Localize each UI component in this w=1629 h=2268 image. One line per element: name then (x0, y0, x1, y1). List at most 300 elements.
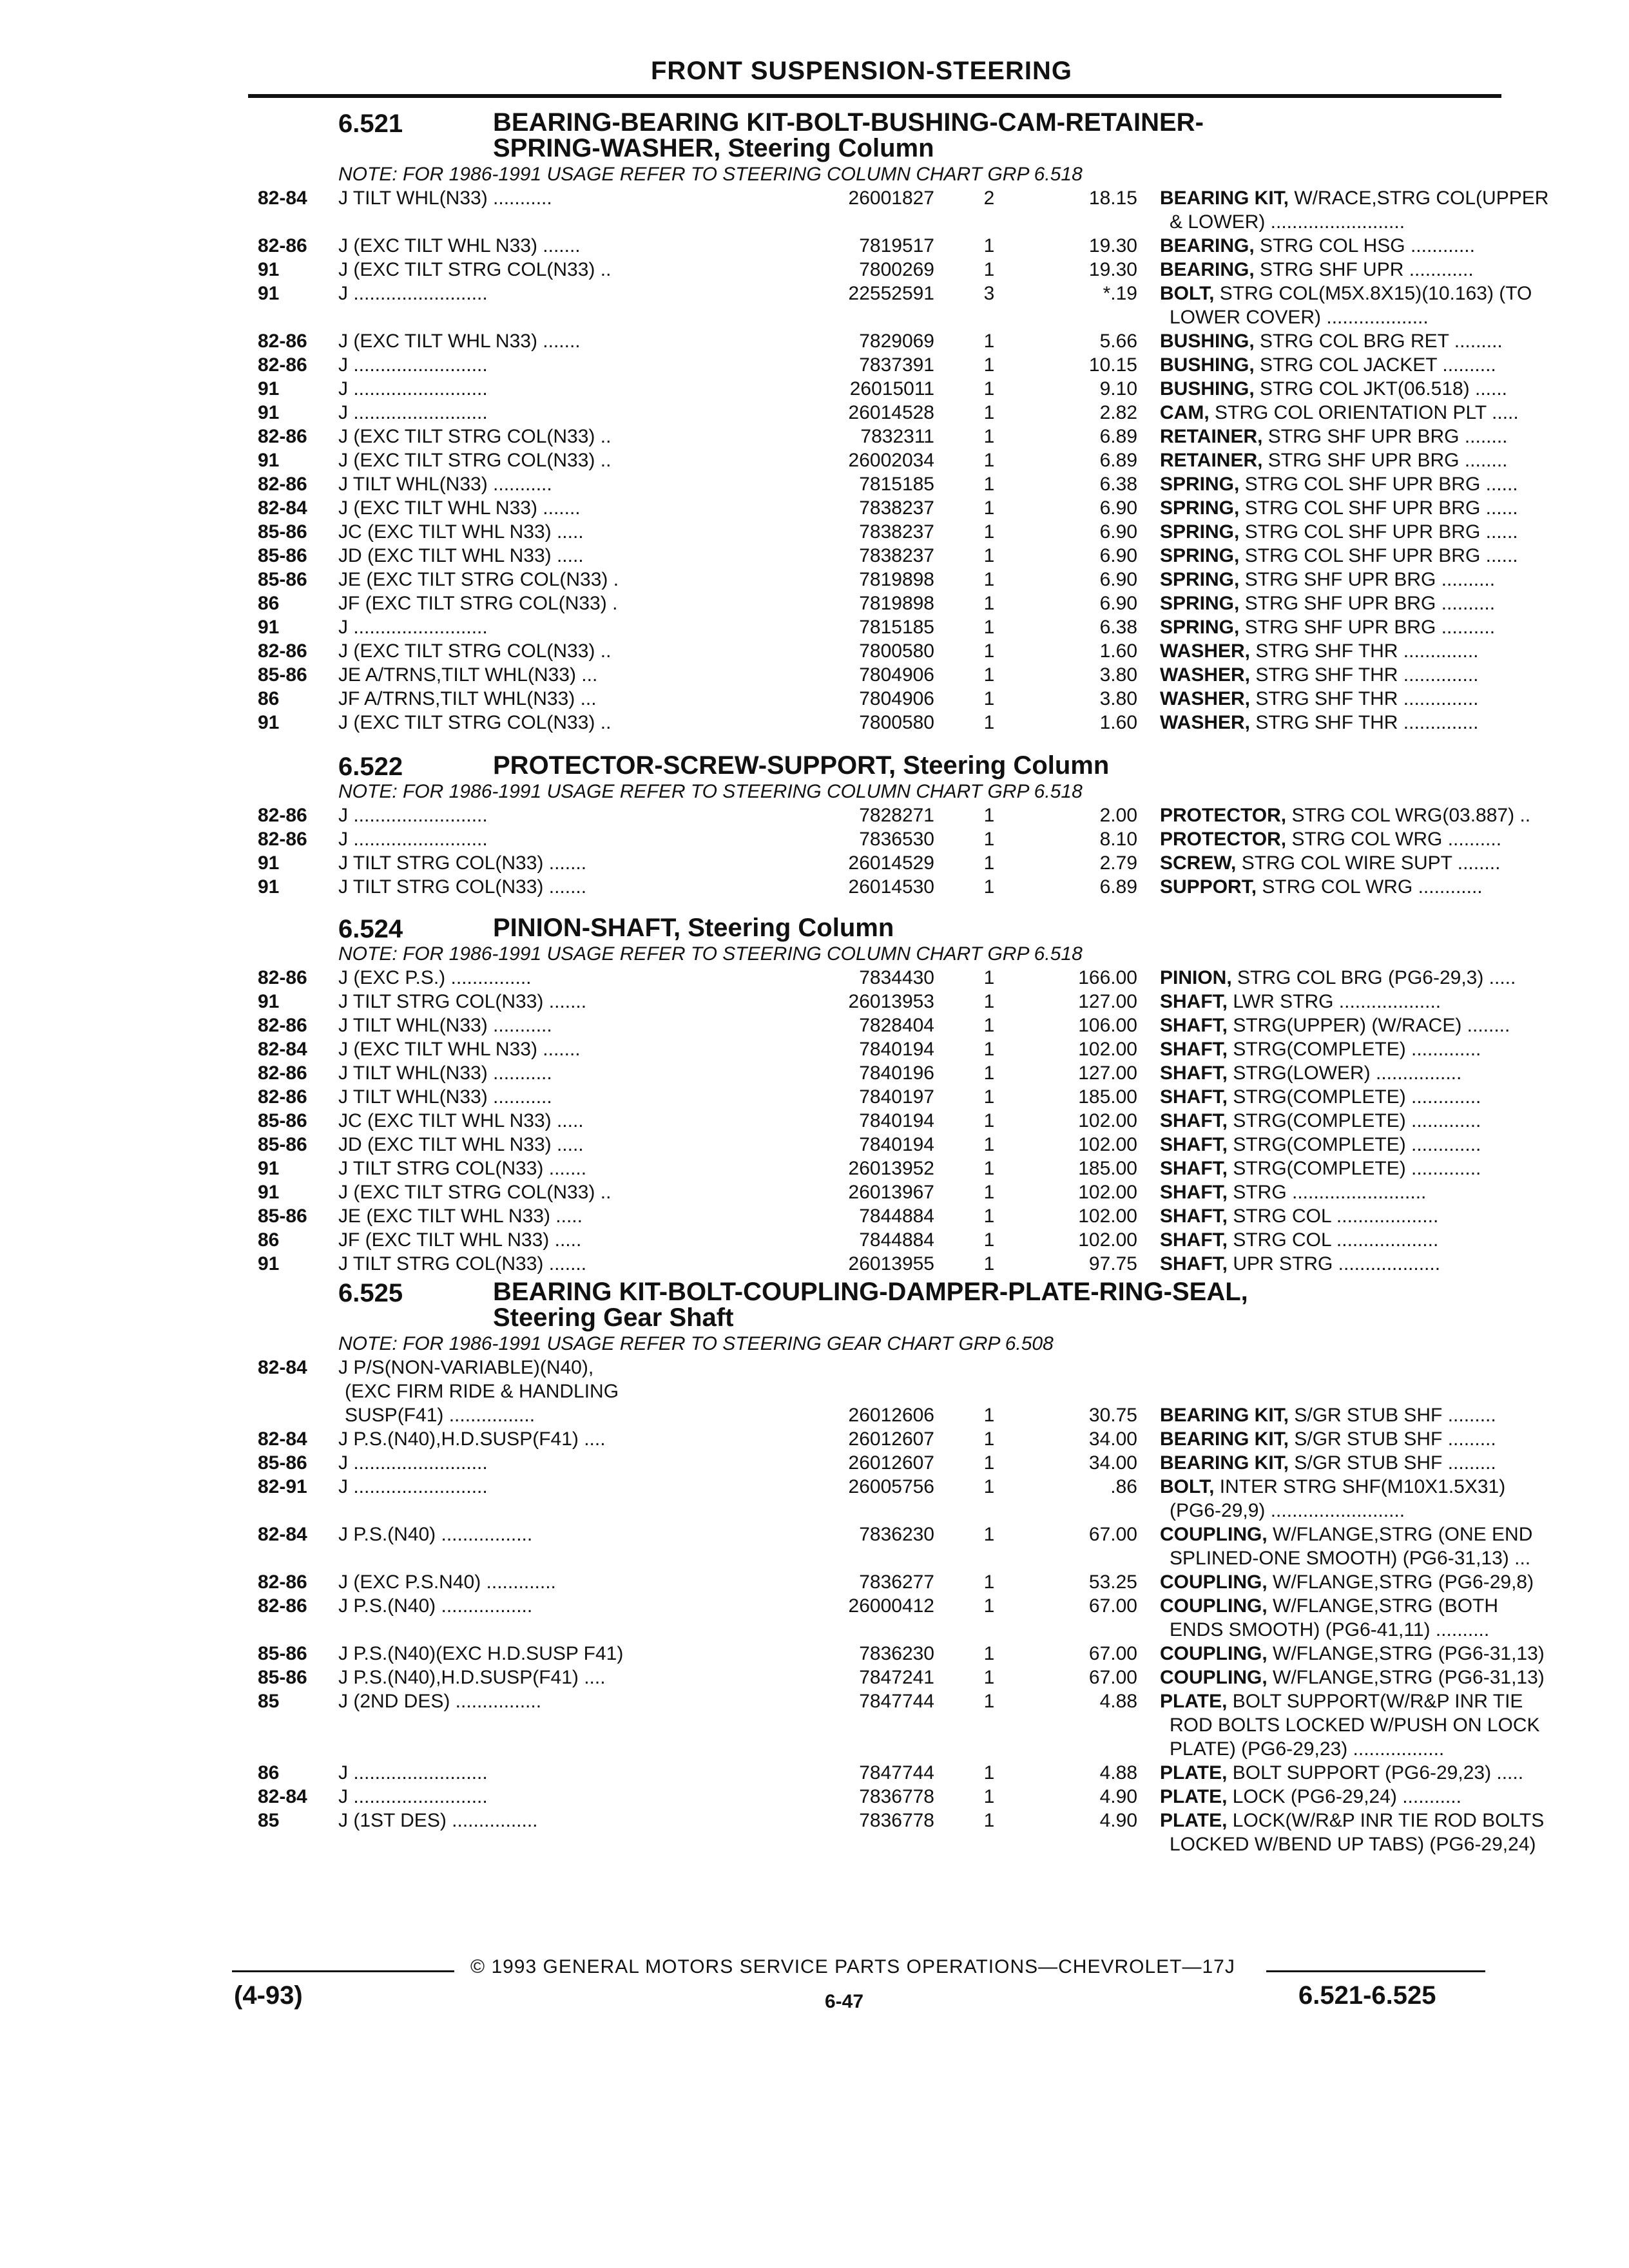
description-detail: W/FLANGE,STRG (BOTH (1267, 1595, 1499, 1617)
description-name: PROTECTOR, (1160, 829, 1287, 850)
usage-text: J P.S.(N40) ................. (338, 1524, 533, 1545)
quantity: 1 (983, 991, 995, 1012)
description-detail: STRG ......................... (1228, 1182, 1427, 1203)
description (1160, 401, 1519, 425)
usage-text: J (EXC TILT WHL N33) ....... (338, 235, 581, 256)
description-detail: STRG COL JKT(06.518) ...... (1254, 378, 1508, 399)
part-number: 7819517 (859, 235, 934, 256)
quantity: 1 (983, 1595, 995, 1617)
description-detail: STRG COL WRG(03.887) .. (1286, 805, 1531, 826)
description (1160, 544, 1518, 568)
description-detail: STRG COL JACKET .......... (1254, 354, 1496, 376)
description-detail: STRG(COMPLETE) ............. (1228, 1134, 1481, 1155)
price: 53.25 (1088, 1571, 1137, 1593)
description-detail: STRG COL SHF UPR BRG ...... (1239, 521, 1518, 543)
price: 6.90 (1099, 545, 1137, 566)
usage-text: J TILT STRG COL(N33) ....... (338, 876, 587, 898)
section-note: NOTE: FOR 1986-1991 USAGE REFER TO STEERING COLUMN CHART GRP 6.518 (338, 781, 1083, 802)
description (1160, 329, 1503, 353)
model-year: 82-86 (258, 1015, 307, 1036)
model-year: 91 (258, 617, 280, 638)
description-name: BEARING KIT, (1160, 1405, 1289, 1426)
table-row (248, 425, 1508, 448)
description-detail: S/GR STUB SHF ......... (1289, 1405, 1496, 1426)
description (1160, 520, 1518, 544)
quantity: 1 (983, 569, 995, 590)
description (1160, 1689, 1523, 1713)
usage-text: J (EXC TILT WHL N33) ....... (338, 497, 581, 519)
footer-date: (4-93) (234, 1981, 303, 2010)
table-row (248, 1157, 1501, 1180)
model-year: 82-84 (258, 1786, 307, 1807)
quantity: 1 (983, 1134, 995, 1155)
price: 19.30 (1088, 235, 1137, 256)
description-detail: STRG COL ORIENTATION PLT ..... (1209, 402, 1519, 423)
description-name: BEARING, (1160, 235, 1255, 256)
usage-text: J (1ST DES) ................ (338, 1810, 538, 1831)
price: 2.00 (1099, 805, 1137, 826)
part-number: 7829069 (859, 331, 934, 352)
model-year: 91 (258, 991, 280, 1012)
table-row (248, 1523, 1533, 1546)
usage-text: J ......................... (338, 378, 488, 399)
price: 30.75 (1088, 1405, 1137, 1426)
description-continuation: ENDS SMOOTH) (PG6-41,11) .......... (1170, 1619, 1490, 1640)
quantity: 1 (983, 1476, 995, 1497)
table-row (248, 1133, 1501, 1157)
usage-text: J P.S.(N40) ................. (338, 1595, 533, 1617)
description (1160, 615, 1495, 639)
quantity: 1 (983, 474, 995, 495)
price: 6.90 (1099, 593, 1137, 614)
description (1160, 827, 1502, 851)
description-name: COUPLING, (1160, 1571, 1268, 1593)
price: 5.66 (1099, 331, 1137, 352)
table-row (248, 472, 1518, 496)
description-detail: STRG SHF THR .............. (1250, 664, 1479, 686)
usage-text: J P.S.(N40)(EXC H.D.SUSP F41) (338, 1643, 624, 1664)
usage-text: J ......................... (338, 805, 488, 826)
quantity: 1 (983, 1762, 995, 1783)
description-detail: BOLT SUPPORT(W/R&P INR TIE (1227, 1691, 1523, 1712)
table-row (248, 1689, 1523, 1713)
table-row (248, 282, 1532, 305)
description-detail: STRG COL WRG .......... (1286, 829, 1502, 850)
description (1160, 1180, 1495, 1204)
description-detail: STRG(LOWER) ................ (1228, 1062, 1462, 1084)
quantity: 1 (983, 1015, 995, 1036)
table-row-continuation (248, 1832, 1536, 1856)
usage-text: J ......................... (338, 617, 488, 638)
usage-text: J (EXC TILT STRG COL(N33) .. (338, 1182, 612, 1203)
quantity: 1 (983, 1062, 995, 1084)
usage-text: J (EXC P.S.N40) ............. (338, 1571, 556, 1593)
part-number: 26014528 (848, 402, 934, 423)
table-row (248, 639, 1501, 663)
price: 102.00 (1078, 1206, 1137, 1227)
quantity: 1 (983, 852, 995, 874)
price: 102.00 (1078, 1134, 1137, 1155)
table-row (248, 966, 1516, 990)
price: *.19 (1103, 283, 1137, 304)
table-row (248, 1570, 1534, 1594)
description (1160, 258, 1495, 282)
part-number: 7847744 (859, 1762, 934, 1783)
description-name: BOLT, (1160, 1476, 1215, 1497)
description-name: WASHER, (1160, 664, 1251, 686)
description (1160, 1642, 1545, 1666)
quantity: 1 (983, 426, 995, 447)
model-year: 86 (258, 1762, 280, 1783)
quantity: 1 (983, 354, 995, 376)
model-year: 82-86 (258, 474, 307, 495)
price: 185.00 (1078, 1158, 1137, 1179)
part-number: 7804906 (859, 664, 934, 686)
quantity: 1 (983, 259, 995, 280)
table-row (248, 1594, 1501, 1618)
description-name: PROTECTOR, (1160, 805, 1287, 826)
description-continuation: (PG6-29,9) ......................... (1170, 1500, 1405, 1521)
table-row (248, 990, 1501, 1014)
description-detail: STRG(COMPLETE) ............. (1228, 1110, 1481, 1131)
description (1160, 1809, 1545, 1832)
quantity: 1 (983, 1810, 995, 1831)
description-name: SPRING, (1160, 474, 1240, 495)
model-year: 82-86 (258, 829, 307, 850)
description-detail: STRG SHF UPR BRG .......... (1239, 569, 1496, 590)
part-number: 7834430 (859, 967, 934, 988)
table-row (248, 615, 1501, 639)
description-name: RETAINER, (1160, 426, 1263, 447)
section-number: 6.524 (338, 915, 403, 943)
table-row (248, 544, 1518, 568)
quantity: 1 (983, 235, 995, 256)
table-row (248, 591, 1501, 615)
description-name: SPRING, (1160, 545, 1240, 566)
model-year: 85 (258, 1691, 280, 1712)
quantity: 1 (983, 712, 995, 733)
quantity: 1 (983, 1691, 995, 1712)
price: 102.00 (1078, 1039, 1137, 1060)
quantity: 1 (983, 805, 995, 826)
table-row (248, 1109, 1501, 1133)
section-note: NOTE: FOR 1986-1991 USAGE REFER TO STEERING COLUMN CHART GRP 6.518 (338, 943, 1083, 965)
usage-text: J ......................... (338, 402, 488, 423)
description (1160, 1594, 1499, 1618)
price: 67.00 (1088, 1643, 1137, 1664)
usage-text: J (EXC TILT STRG COL(N33) .. (338, 640, 612, 662)
part-number: 7838237 (859, 521, 934, 543)
usage-text: J (EXC TILT WHL N33) ....... (338, 331, 581, 352)
description (1160, 1037, 1495, 1061)
price: 19.30 (1088, 259, 1137, 280)
description-name: SHAFT, (1160, 1015, 1228, 1036)
description-name: WASHER, (1160, 688, 1251, 709)
model-year: 85-86 (258, 1452, 307, 1474)
part-number: 7847241 (859, 1667, 934, 1688)
price: 6.38 (1099, 474, 1137, 495)
usage-text: J TILT WHL(N33) ........... (338, 1062, 552, 1084)
price: 3.80 (1099, 664, 1137, 686)
usage-text: JE (EXC TILT WHL N33) ..... (338, 1206, 583, 1227)
part-number: 7832311 (860, 426, 934, 447)
part-number: 7828404 (859, 1015, 934, 1036)
model-year: 82-91 (258, 1476, 307, 1497)
description-name: PINION, (1160, 967, 1232, 988)
description-name: SPRING, (1160, 593, 1240, 614)
table-row-continuation (248, 210, 1501, 234)
table-row (248, 1252, 1501, 1276)
description (1160, 282, 1532, 305)
usage-text: J ......................... (338, 1452, 488, 1474)
description (1160, 1109, 1495, 1133)
quantity: 1 (983, 1182, 995, 1203)
description-name: PLATE, (1160, 1691, 1228, 1712)
section-title-block (248, 1279, 1501, 1331)
part-number: 7840194 (859, 1110, 934, 1131)
section-title-line2: SPRING-WASHER, (493, 134, 721, 162)
description-detail: W/RACE,STRG COL(UPPER (1289, 187, 1549, 209)
description-name: SHAFT, (1160, 1086, 1228, 1108)
description (1160, 353, 1495, 377)
usage-text: J P.S.(N40),H.D.SUSP(F41) .... (338, 1428, 606, 1450)
model-year: 82-84 (258, 1428, 307, 1450)
table-row (248, 496, 1518, 520)
description-detail: STRG(COMPLETE) ............. (1228, 1039, 1481, 1060)
description-detail: LOCK (PG6-29,24) ........... (1227, 1786, 1461, 1807)
model-year: 85-86 (258, 1667, 307, 1688)
description (1160, 448, 1508, 472)
model-year: 82-84 (258, 1039, 307, 1060)
description-detail: STRG COL BRG RET ......... (1254, 331, 1503, 352)
price: 34.00 (1088, 1428, 1137, 1450)
quantity: 1 (983, 876, 995, 898)
part-number: 7800580 (859, 712, 934, 733)
part-number: 26002034 (848, 450, 934, 471)
quantity: 1 (983, 497, 995, 519)
description (1160, 663, 1495, 687)
description-name: SUPPORT, (1160, 876, 1257, 898)
table-row (248, 1475, 1506, 1499)
description-name: WASHER, (1160, 640, 1251, 662)
model-year: 91 (258, 1158, 280, 1179)
description-name: SHAFT, (1160, 1110, 1228, 1131)
section-note: NOTE: FOR 1986-1991 USAGE REFER TO STEERING COLUMN CHART GRP 6.518 (338, 164, 1083, 185)
quantity: 1 (983, 617, 995, 638)
part-number: 26014529 (848, 852, 934, 874)
price: 8.10 (1099, 829, 1137, 850)
part-number: 7815185 (859, 474, 934, 495)
usage-text: J (2ND DES) ................ (338, 1691, 542, 1712)
model-year: 82-86 (258, 967, 307, 988)
description-detail: UPR STRG ................... (1228, 1253, 1441, 1274)
description-detail: STRG(COMPLETE) ............. (1228, 1086, 1481, 1108)
description (1160, 1403, 1495, 1427)
part-number: 7840197 (859, 1086, 934, 1108)
description (1160, 591, 1495, 615)
description (1160, 1785, 1495, 1809)
usage-text: J ......................... (338, 1476, 488, 1497)
section-title (493, 1279, 1501, 1331)
price: 34.00 (1088, 1452, 1137, 1474)
price: 2.79 (1099, 852, 1137, 874)
table-row-continuation (248, 1618, 1501, 1642)
description-detail: STRG SHF THR .............. (1250, 640, 1479, 662)
table-row (248, 1403, 1501, 1427)
usage-text: J P/S(NON-VARIABLE)(N40), (338, 1357, 594, 1378)
model-year: 85-86 (258, 521, 307, 543)
table-row-continuation (248, 305, 1501, 329)
model-year: 91 (258, 712, 280, 733)
quantity: 1 (983, 450, 995, 471)
part-number: 7844884 (859, 1229, 934, 1251)
section-number: 6.521 (338, 110, 403, 138)
model-year: 91 (258, 378, 280, 399)
model-year: 82-86 (258, 235, 307, 256)
section-number: 6.522 (338, 753, 403, 781)
price: 127.00 (1078, 991, 1137, 1012)
part-number: 7828271 (859, 805, 934, 826)
table-row (248, 875, 1501, 899)
footer-rule-left (232, 1970, 454, 1972)
table-row (248, 186, 1549, 210)
section-title-block (248, 751, 1501, 781)
usage-text: JC (EXC TILT WHL N33) ..... (338, 521, 584, 543)
description-name: SPRING, (1160, 569, 1240, 590)
price: 4.90 (1099, 1810, 1137, 1831)
description-detail: STRG COL BRG (PG6-29,3) ..... (1231, 967, 1516, 988)
header-rule (248, 94, 1501, 98)
model-year: 91 (258, 876, 280, 898)
description-name: PLATE, (1160, 1786, 1228, 1807)
model-year: 85-86 (258, 664, 307, 686)
description (1160, 1228, 1495, 1252)
usage-text: J ......................... (338, 283, 488, 304)
description (1160, 803, 1531, 827)
price: 1.60 (1099, 712, 1137, 733)
quantity: 1 (983, 1643, 995, 1664)
description-detail: STRG SHF THR .............. (1250, 688, 1479, 709)
quantity: 1 (983, 829, 995, 850)
table-row (248, 401, 1519, 425)
table-row (248, 377, 1508, 401)
price: 4.90 (1099, 1786, 1137, 1807)
price: 6.89 (1099, 426, 1137, 447)
model-year: 82-86 (258, 1086, 307, 1108)
usage-text: J TILT WHL(N33) ........... (338, 474, 552, 495)
part-number: 26012607 (848, 1428, 934, 1450)
description-continuation: LOCKED W/BEND UP TABS) (PG6-29,24) (1170, 1834, 1536, 1855)
table-row (248, 1642, 1545, 1666)
quantity: 1 (983, 1667, 995, 1688)
quantity: 1 (983, 1452, 995, 1474)
description-detail: STRG(UPPER) (W/RACE) ........ (1228, 1015, 1510, 1036)
part-number: 26000412 (848, 1595, 934, 1617)
price: 6.89 (1099, 876, 1137, 898)
usage-text: J TILT STRG COL(N33) ....... (338, 1253, 587, 1274)
description-name: SCREW, (1160, 852, 1237, 874)
section-6-524 (248, 914, 1516, 1276)
part-number: 7836530 (859, 829, 934, 850)
part-number: 7800269 (859, 259, 934, 280)
description (1160, 1061, 1495, 1085)
usage-text: JF (EXC TILT WHL N33) ..... (338, 1229, 582, 1251)
price: 2.82 (1099, 402, 1137, 423)
table-row (248, 711, 1501, 735)
table-row (248, 851, 1501, 875)
description-name: SPRING, (1160, 497, 1240, 519)
description (1160, 496, 1518, 520)
description-detail: BOLT SUPPORT (PG6-29,23) ..... (1227, 1762, 1524, 1783)
description-detail: STRG COL(M5X.8X15)(10.163) (TO (1214, 283, 1532, 304)
description-detail: W/FLANGE,STRG (ONE END (1267, 1524, 1533, 1545)
table-row (248, 568, 1501, 591)
description-name: BEARING, (1160, 259, 1255, 280)
usage-text: J ......................... (338, 1786, 488, 1807)
model-year: 85-86 (258, 1134, 307, 1155)
quantity: 1 (983, 521, 995, 543)
quantity: 1 (983, 1229, 995, 1251)
model-year: 91 (258, 450, 280, 471)
description (1160, 186, 1549, 210)
description-name: RETAINER, (1160, 450, 1263, 471)
model-year: 82-86 (258, 1595, 307, 1617)
description-continuation: LOWER COVER) ................... (1170, 307, 1429, 328)
quantity: 1 (983, 967, 995, 988)
table-row (248, 1085, 1501, 1109)
description (1160, 1085, 1495, 1109)
description-detail: STRG COL SHF UPR BRG ...... (1239, 497, 1518, 519)
description-continuation: SPLINED-ONE SMOOTH) (PG6-31,13) ... (1170, 1548, 1531, 1569)
model-year: 85-86 (258, 1206, 307, 1227)
section-title-line1: BEARING-BEARING KIT-BOLT-BUSHING-CAM-RETAINER- (493, 108, 1204, 137)
description (1160, 1133, 1495, 1157)
section-6-521 (248, 108, 1549, 735)
usage-text: J ......................... (338, 1762, 488, 1783)
description-name: SHAFT, (1160, 1039, 1228, 1060)
quantity: 1 (983, 545, 995, 566)
model-year: 82-84 (258, 187, 307, 209)
section-title-line1: PROTECTOR-SCREW-SUPPORT, (493, 751, 896, 780)
description (1160, 1523, 1533, 1546)
description (1160, 425, 1508, 448)
quantity: 1 (983, 1110, 995, 1131)
model-year: 82-86 (258, 354, 307, 376)
table-row (248, 1785, 1501, 1809)
model-year: 82-86 (258, 331, 307, 352)
description-name: COUPLING, (1160, 1667, 1268, 1688)
description (1160, 966, 1516, 990)
description-continuation: PLATE) (PG6-29,23) ................. (1170, 1738, 1445, 1760)
description-detail: STRG SHF UPR ............ (1254, 259, 1474, 280)
description-detail: STRG COL WIRE SUPT ........ (1236, 852, 1501, 874)
quantity: 1 (983, 640, 995, 662)
description (1160, 472, 1518, 496)
model-year: 85 (258, 1810, 280, 1831)
section-number: 6.525 (338, 1279, 403, 1307)
part-number: 7847744 (859, 1691, 934, 1712)
part-number: 7840194 (859, 1134, 934, 1155)
part-number: 7804906 (859, 688, 934, 709)
description-name: SHAFT, (1160, 991, 1228, 1012)
description (1160, 1570, 1534, 1594)
table-row (248, 1180, 1501, 1204)
description (1160, 1475, 1506, 1499)
section-title-line1: PINION-SHAFT, (493, 914, 681, 942)
table-row (248, 803, 1531, 827)
quantity: 1 (983, 688, 995, 709)
description-continuation: ROD BOLTS LOCKED W/PUSH ON LOCK (1170, 1715, 1540, 1736)
